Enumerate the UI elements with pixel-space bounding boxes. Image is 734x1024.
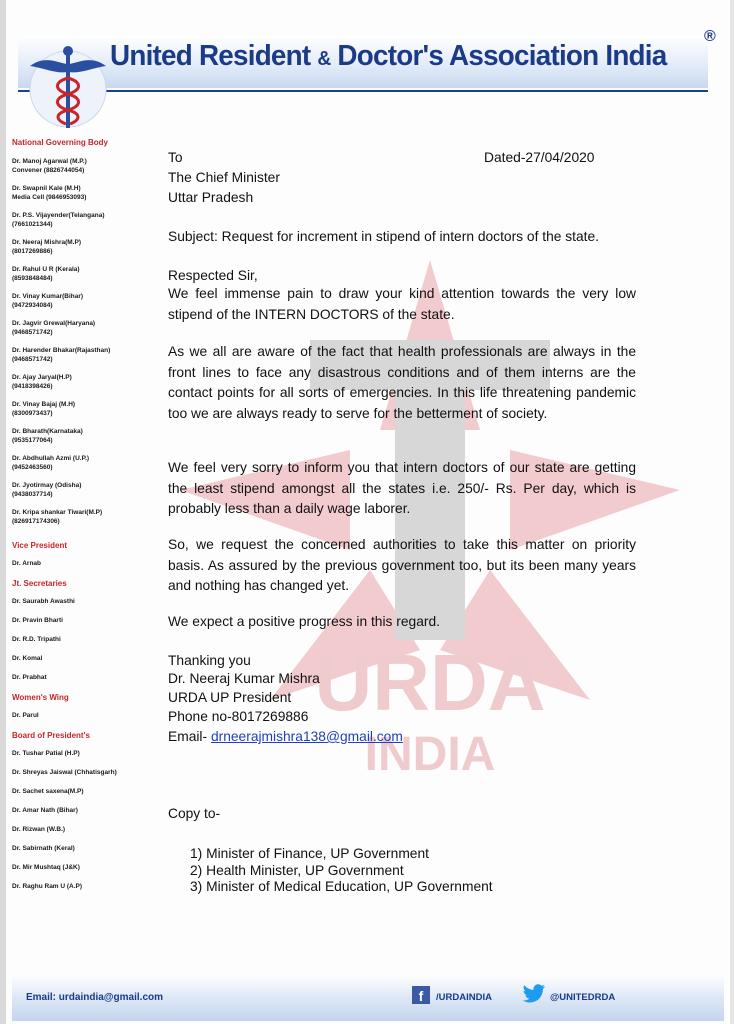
letter-date: Dated-27/04/2020: [484, 150, 595, 165]
organization-name: [110, 40, 686, 73]
page-edge-left: [0, 0, 6, 1024]
email-link[interactable]: drneerajmishra138@gmail.com: [210, 729, 403, 744]
member-detail: (9418398426): [12, 383, 53, 390]
member-detail: (8017269886): [12, 248, 53, 255]
twitter-handle[interactable]: @UNITEDRDA: [550, 992, 616, 1003]
member-name: Dr. Swapnil Kale (M.H): [12, 185, 81, 192]
member-detail: (9472934084): [12, 302, 53, 309]
womens-wing-name: Dr. Parul: [12, 712, 39, 719]
signer-phone: Phone no-8017269886: [168, 709, 309, 724]
member-detail: Convener (8826744054): [12, 167, 85, 174]
member-name: Dr. Vinay Kumar(Bihar): [12, 293, 84, 300]
svg-text:INDIA: INDIA: [364, 728, 496, 781]
letter-closing: Thanking you: [168, 653, 251, 668]
copy-to-item: 2) Health Minister, UP Government: [190, 862, 404, 878]
member-name: Dr. Jyotirmay (Odisha): [12, 482, 82, 489]
member-name: Dr. Abdhullah Azmi (U.P.): [12, 455, 90, 462]
member-name: Dr. Kripa shankar Tiwari(M.P): [12, 509, 103, 516]
letter-to: To: [168, 150, 183, 165]
governing-member: [12, 184, 162, 202]
member-detail: (9535177064): [12, 437, 53, 444]
facebook-handle[interactable]: /URDAINDIA: [436, 992, 492, 1003]
copy-to-list: [190, 846, 493, 896]
caduceus-icon: [18, 34, 118, 134]
secretary-name: Dr. Pravin Bharti: [12, 617, 63, 624]
signer-email-line: [168, 729, 403, 744]
signer-title: URDA UP President: [168, 690, 292, 705]
recipient-line-1: The Chief Minister: [168, 170, 280, 185]
member-name: Dr. Ajay Jaryal(H.P): [12, 374, 72, 381]
member-detail: (8300973437): [12, 410, 53, 417]
letter-paragraph-1: We feel immense pain to draw your kind attention towards the very low stipend of the INTERN DOCTORS of the state.: [168, 286, 636, 322]
member-name: Dr. Vinay Bajaj (M.H): [12, 401, 76, 408]
org-name-ampersand: &: [317, 48, 331, 70]
letter-salutation: Respected Sir,: [168, 268, 258, 283]
header-rule: [18, 90, 708, 92]
governing-member: [12, 319, 162, 337]
secretary-name: Dr. Komal: [12, 655, 43, 662]
board-member-name: Dr. Shreyas Jaiswal (Chhatisgarh): [12, 769, 117, 776]
secretary-name: Dr. R.D. Tripathi: [12, 636, 61, 643]
facebook-icon[interactable]: f: [412, 986, 430, 1004]
board-member-name: Dr. Sabirnath (Keral): [12, 845, 75, 852]
governing-member: [12, 373, 162, 391]
womens-wing-heading: Women's Wing: [12, 693, 69, 702]
member-name: Dr. Manoj Agarwal (M.P.): [12, 158, 87, 165]
governing-member: [12, 265, 162, 283]
governing-body-heading: National Governing Body: [12, 138, 109, 147]
member-name: Dr. Harender Bhakar(Rajasthan): [12, 347, 111, 354]
governing-member: [12, 238, 162, 256]
board-member-name: Dr. Tushar Patial (H.P): [12, 750, 80, 757]
board-heading: Board of President's: [12, 731, 90, 740]
vice-president-heading: Vice President: [12, 541, 67, 550]
org-name-part2: Doctor's Association India: [330, 40, 667, 72]
board-member-name: Dr. Raghu Ram U (A.P): [12, 883, 83, 890]
member-detail: (8593848484): [12, 275, 53, 282]
member-detail: (9468571742): [12, 356, 53, 363]
secretary-name: Dr. Prabhat: [12, 674, 47, 681]
secretaries-heading: Jt. Secretaries: [12, 579, 67, 588]
governing-member: [12, 157, 162, 175]
svg-text:URDA: URDA: [314, 638, 546, 727]
member-detail: (9452463560): [12, 464, 53, 471]
member-name: Dr. Bharath(Karnataka): [12, 428, 83, 435]
copy-to-item: 1) Minister of Finance, UP Government: [190, 846, 429, 861]
copy-to-heading: Copy to-: [168, 806, 221, 821]
board-member-name: Dr. Amar Nath (Bihar): [12, 807, 78, 814]
board-member-name: Dr. Sachet saxena(M.P): [12, 788, 84, 795]
board-member-name: Dr. Rizwan (W.B.): [12, 826, 66, 833]
governing-member: [12, 508, 162, 526]
letter-paragraph-2: As we all are aware of the fact that health professionals are always in the front lines to face any disastrous conditions and of them interns are the contact points for all sorts of emergencies. In this life threatening pandemic too we are always ready to serve for the betterment of society.: [168, 344, 636, 421]
governing-member: [12, 427, 162, 445]
page-edge-right: [730, 0, 734, 1024]
member-detail: (9438037714): [12, 491, 53, 498]
letter-paragraph-4: So, we request the concerned authorities to take this matter on priority basis. As assured by the previous government too, but its been many years and nothing has changed yet.: [168, 537, 636, 593]
secretary-name: Dr. Saurabh Awasthi: [12, 598, 75, 605]
footer-email[interactable]: Email: urdaindia@gmail.com: [26, 992, 164, 1003]
member-name: Dr. Rahul U R (Kerala): [12, 266, 80, 273]
member-detail: (826917174306): [12, 518, 60, 525]
governing-member: [12, 211, 162, 229]
governing-member: [12, 346, 162, 364]
member-detail: Media Cell (9846953093): [12, 194, 87, 201]
letter-subject: Subject: Request for increment in stipend of intern doctors of the state.: [168, 229, 600, 244]
letter-paragraph-5: We expect a positive progress in this regard.: [168, 614, 440, 629]
registered-mark: ®: [704, 28, 716, 45]
org-name-part1: United Resident: [110, 40, 318, 72]
email-label: Email-: [168, 729, 211, 744]
governing-member: [12, 454, 162, 472]
letter-paragraph-3: We feel very sorry to inform you that intern doctors of our state are getting the least stipend amongst all the states i.e. 250/- Rs. Per day, which is probably less than a daily wage laborer.: [168, 460, 636, 516]
copy-to-item: 3) Minister of Medical Education, UP Government: [190, 879, 493, 894]
sidebar-members: [12, 138, 162, 902]
member-name: Dr. Jagvir Grewal(Haryana): [12, 320, 96, 327]
recipient-line-2: Uttar Pradesh: [168, 190, 254, 205]
governing-member: [12, 292, 162, 310]
member-name: Dr. P.S. Vijayender(Telangana): [12, 212, 105, 219]
governing-member: [12, 481, 162, 499]
governing-members-list: [12, 157, 162, 526]
board-member-name: Dr. Mir Mushtaq (J&K): [12, 864, 80, 871]
vice-president-name: Dr. Arnab: [12, 560, 42, 567]
member-detail: (7661021344): [12, 221, 53, 228]
member-name: Dr. Neeraj Mishra(M.P): [12, 239, 81, 246]
member-detail: (9468571742): [12, 329, 53, 336]
governing-member: [12, 400, 162, 418]
twitter-icon[interactable]: [522, 984, 546, 1004]
signer-name: Dr. Neeraj Kumar Mishra: [168, 671, 320, 686]
